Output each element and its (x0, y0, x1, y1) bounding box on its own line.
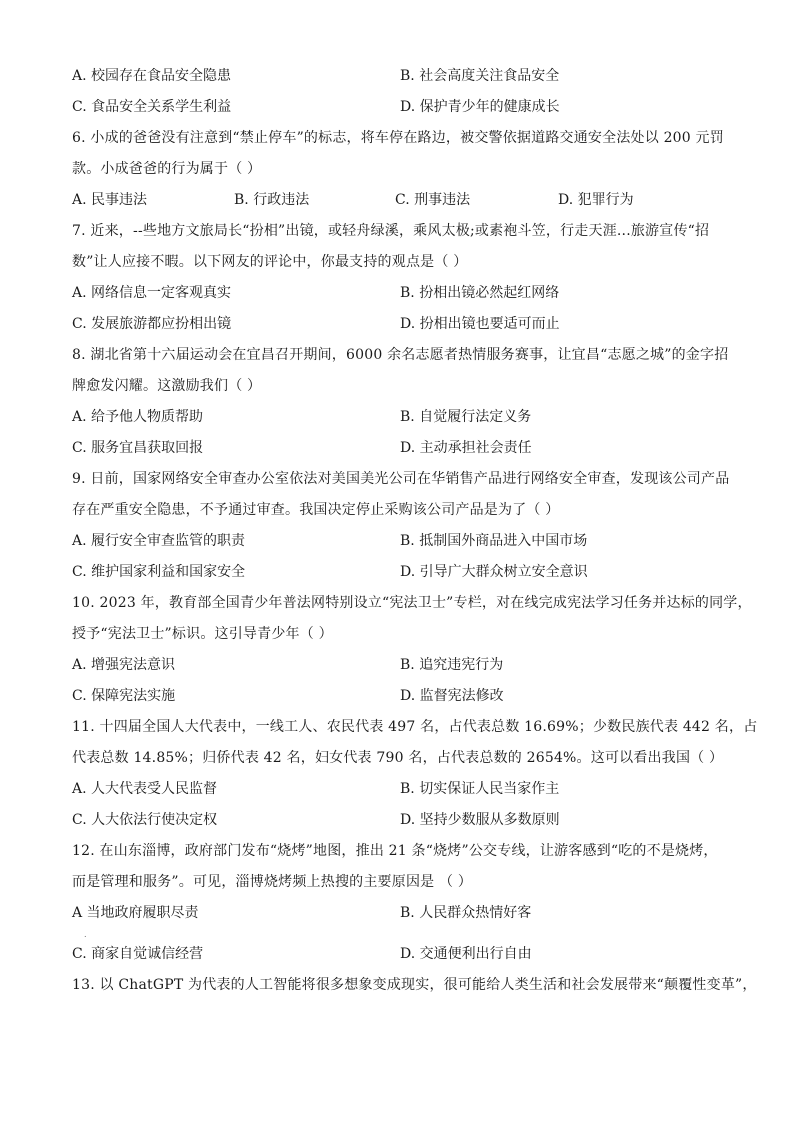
question-stem-line (72, 372, 732, 403)
answer-option: C. 人大依法行使决定权 (72, 812, 218, 828)
answer-option: D. 主动承担社会责任 (400, 440, 532, 456)
answer-option: C. 刑事违法 (395, 192, 471, 208)
question-text: 11. 十四届全国人大代表中，一线工人、农民代表 497 名，占代表总数 16.69%；少数民族代表 442 名，占 (72, 719, 758, 735)
question-stem-line (72, 248, 732, 279)
option-row (72, 403, 732, 434)
answer-option: A. 民事违法 (72, 192, 148, 208)
option-row (72, 558, 732, 589)
answer-option: B. 切实保证人民当家作主 (400, 781, 560, 797)
answer-option: C. 保障宪法实施 (72, 688, 176, 704)
answer-option: C. 维护国家利益和国家安全 (72, 564, 246, 580)
answer-option: B. 社会高度关注食品安全 (400, 68, 560, 84)
answer-option: C. 商家自觉诚信经营 (72, 946, 204, 962)
option-row (72, 62, 732, 93)
answer-option: D. 保护青少年的健康成长 (400, 99, 560, 115)
question-text: 7. 近来，--些地方文旅局长“扮相”出镜，或轻舟绿溪，乘风太极;或素袍斗笠，行走天涯...旅游宣传“招 (72, 223, 710, 239)
question-text: 存在严重安全隐患，不予通过审查。我国决定停止采购该公司产品是为了（ ） (72, 502, 560, 518)
answer-option: A. 给予他人物质帮助 (72, 409, 204, 425)
question-text: 12. 在山东淄博，政府部门发布“烧烤”地图，推出 21 条“烧烤”公交专线，让游客感到“吃的不是烧烤， (72, 843, 718, 859)
answer-option: B. 人民群众热情好客 (400, 905, 532, 921)
question-stem-line (72, 496, 732, 527)
answer-option: A. 人大代表受人民监督 (72, 781, 218, 797)
question-stem-line (72, 868, 732, 899)
question-stem-line (72, 155, 732, 186)
question-text: 牌愈发闪耀。这激励我们（ ） (72, 378, 262, 394)
question-stem-line (72, 620, 732, 651)
question-stem-line (72, 217, 732, 248)
question-text: 13. 以 ChatGPT 为代表的人工智能将很多想象变成现实，很可能给人类生活和社会发展带来“颠覆性变革”， (72, 977, 757, 993)
answer-option: B. 行政违法 (234, 192, 310, 208)
stray-mark: . (84, 930, 87, 939)
option-row (72, 310, 732, 341)
answer-option: D. 犯罪行为 (558, 192, 634, 208)
option-row (72, 186, 732, 217)
answer-option: A. 增强宪法意识 (72, 657, 176, 673)
answer-option: C. 发展旅游都应扮相出镜 (72, 316, 232, 332)
answer-option: A 当地政府履职尽责 (72, 905, 199, 921)
question-stem-line (72, 713, 758, 744)
answer-option: B. 追究违宪行为 (400, 657, 504, 673)
exam-page (72, 62, 758, 1002)
question-text: 款。小成爸爸的行为属于（ ） (72, 161, 262, 177)
question-stem-line (72, 837, 732, 868)
option-row (72, 899, 732, 940)
answer-option: D. 扮相出镜也要适可而止 (400, 316, 560, 332)
question-stem-line (72, 465, 732, 496)
question-text: 而是管理和服务”。可见，淄博烧烤频上热搜的主要原因是 （ ） (72, 874, 473, 890)
answer-option: A. 履行安全审查监管的职责 (72, 533, 246, 549)
answer-option: A. 网络信息一定客观真实 (72, 285, 232, 301)
question-stem-line (72, 589, 752, 620)
option-row (72, 434, 732, 465)
question-text: 授予“宪法卫士”标识。这引导青少年（ ） (72, 626, 333, 642)
answer-option: C. 食品安全关系学生利益 (72, 99, 232, 115)
question-stem-line (72, 971, 757, 1002)
question-text: 6. 小成的爸爸没有注意到“禁止停车”的标志，将车停在路边，被交警依据道路交通安全法处以 200 元罚 (72, 130, 724, 146)
option-row (72, 806, 732, 837)
answer-option: D. 引导广大群众树立安全意识 (400, 564, 588, 580)
answer-option: B. 扮相出镜必然起红网络 (400, 285, 560, 301)
answer-option: D. 坚持少数服从多数原则 (400, 812, 560, 828)
question-stem-line (72, 124, 732, 155)
answer-option: B. 抵制国外商品进入中国市场 (400, 533, 588, 549)
question-stem-line (72, 341, 732, 372)
answer-option: C. 服务宜昌获取回报 (72, 440, 204, 456)
answer-option: B. 自觉履行法定义务 (400, 409, 532, 425)
option-row (72, 682, 732, 713)
option-row (72, 279, 732, 310)
option-row (72, 527, 732, 558)
question-text: 9. 日前，国家网络安全审查办公室依法对美国美光公司在华销售产品进行网络安全审查，发现该公司产品 (72, 471, 730, 487)
option-row (72, 93, 732, 124)
question-text: 代表总数 14.85%；归侨代表 42 名，妇女代表 790 名，占代表总数的 2654%。这可以看出我国（ ） (72, 750, 724, 766)
option-row (72, 940, 732, 971)
question-text: 8. 湖北省第十六届运动会在宜昌召开期间，6000 余名志愿者热情服务赛事，让宜昌“志愿之城”的金字招 (72, 347, 729, 363)
answer-option: D. 监督宪法修改 (400, 688, 504, 704)
option-row (72, 651, 732, 682)
question-text: 数”让人应接不暇。以下网友的评论中，你最支持的观点是（ ） (72, 254, 468, 270)
question-text: 10. 2023 年，教育部全国青少年普法网特别设立“宪法卫士”专栏，对在线完成宪法学习任务并达标的同学， (72, 595, 752, 611)
question-stem-line (72, 744, 732, 775)
answer-option: A. 校园存在食品安全隐患 (72, 68, 232, 84)
option-row (72, 775, 732, 806)
answer-option: D. 交通便利出行自由 (400, 946, 532, 962)
